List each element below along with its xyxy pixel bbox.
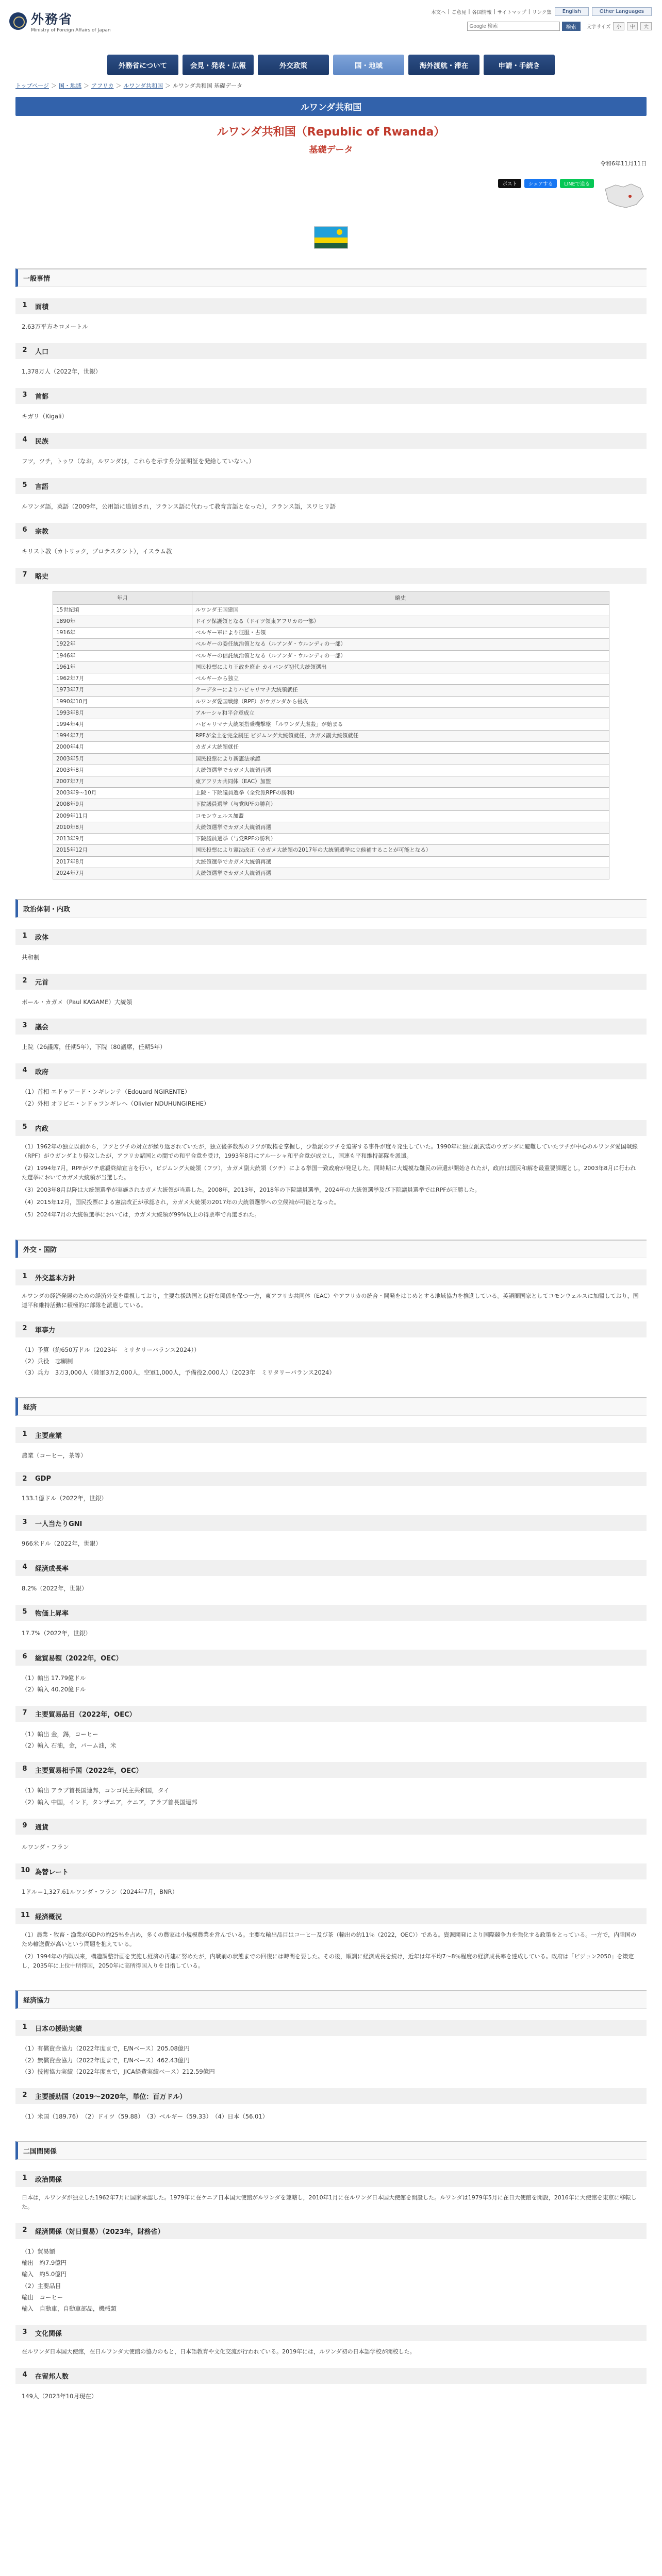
- history-event-cell: 国民投票により新憲法承認: [192, 753, 609, 765]
- relations-culture-text: [15, 2341, 647, 2357]
- trade-line: （2）輸入 40.20億ドル: [22, 1686, 86, 1693]
- partners-line: （1）輸出 アラブ首長国連邦，コンゴ民主共和国，タイ: [22, 1787, 170, 1794]
- economy-item-gdp: [15, 1472, 647, 1486]
- relations-item-residents: [15, 2368, 647, 2384]
- government-line: （2）外相 オリビエ・ンドゥフンギレへ（Olivier NDUHUNGIREHE）: [22, 1099, 210, 1107]
- breadcrumb-africa[interactable]: アフリカ: [91, 82, 114, 89]
- history-col-event: 略史: [192, 591, 609, 604]
- item-label: 民族: [35, 438, 49, 446]
- history-row: [53, 731, 609, 742]
- nav-countries[interactable]: 国・地域: [333, 55, 404, 75]
- political-paragraph: 日本は，ルワンダが独立した1962年7月に国家承認した。1979年に在ケニア日本国大使館がルワンダを兼轄し，2010年1月に在ルワンダ日本国大使館を開設した。ルワンダは1979年5月に在日大使館を開設，2016年に大使館を東京に移転した。: [22, 2194, 637, 2211]
- history-year-cell: 2017年8月: [53, 856, 192, 868]
- util-link-sitemap[interactable]: サイトマップ: [497, 9, 526, 15]
- economy-item-growth: [15, 1560, 647, 1576]
- font-small-button[interactable]: 小: [613, 22, 624, 30]
- item-number: 4: [22, 2371, 27, 2379]
- item-number: 8: [22, 1765, 27, 1773]
- section-politics: 政治体制・内政: [15, 899, 647, 918]
- rwanda-flag-icon: [314, 226, 348, 249]
- history-event-cell: アルーシャ和平合意成立: [192, 707, 609, 719]
- politics-system-text: 共和制: [22, 954, 40, 961]
- history-year-cell: 2015年12月: [53, 845, 192, 856]
- history-row: [53, 868, 609, 879]
- item-label: GDP: [35, 1475, 51, 1483]
- politics-item-system: [15, 929, 647, 945]
- other-languages-button[interactable]: Other Languages: [592, 7, 652, 16]
- aid-line: （1）有償資金協力（2022年度まで，E/Nベース）205.08億円: [22, 2045, 190, 2053]
- history-row: [53, 719, 609, 730]
- general-religion-text: キリスト教（カトリック，プロテスタント），イスラム教: [22, 547, 172, 555]
- economy-growth-text: 8.2%（2022年，世銀）: [22, 1584, 88, 1592]
- item-label: 為替レート: [35, 1868, 69, 1876]
- history-event-cell: 大統領選挙でカガメ大統領再選: [192, 765, 609, 776]
- location-map-icon: [600, 179, 647, 213]
- relations-trade-line: 輸入 約5.0億円: [22, 2270, 67, 2278]
- share-bar: [15, 179, 647, 213]
- breadcrumb-rwanda[interactable]: ルワンダ共和国: [123, 82, 163, 89]
- politics-parliament-text: 上院（26議席，任期5年），下院（80議席，任期5年）: [22, 1043, 166, 1051]
- section-cooperation: 経済協力: [15, 1990, 647, 2009]
- history-event-cell: 下院議員選挙（与党RPFの勝利）: [192, 834, 609, 845]
- item-number: 4: [22, 436, 27, 444]
- item-label: 主要産業: [35, 1432, 62, 1440]
- general-item-capital: [15, 388, 647, 404]
- history-row: [53, 742, 609, 753]
- general-area-text: 2.63万平方キロメートル: [22, 323, 89, 330]
- history-year-cell: 1994年4月: [53, 719, 192, 730]
- item-label: 在留邦人数: [35, 2373, 69, 2381]
- military-line: （2）兵役 志願制: [22, 1358, 73, 1365]
- diplomacy-military-text: [15, 1337, 647, 1378]
- general-item-ethnic: [15, 433, 647, 449]
- separator: |: [468, 9, 470, 14]
- history-year-cell: 2024年7月: [53, 868, 192, 879]
- history-event-cell: コモンウェルス加盟: [192, 810, 609, 822]
- cooperation-japan-text: [15, 2036, 647, 2076]
- item-number: 3: [22, 1518, 27, 1526]
- cooperation-item-japan: [15, 2020, 647, 2036]
- item-number: 7: [22, 570, 27, 579]
- font-medium-button[interactable]: 中: [627, 22, 638, 30]
- emblem-icon: [9, 12, 27, 30]
- history-row: [53, 628, 609, 639]
- logo-text: [31, 9, 111, 33]
- aid-line: （3）技術協力実績（2022年度まで，JICA経費実績ベース）212.59億円: [22, 2067, 215, 2075]
- relations-trade-text: [15, 2239, 647, 2314]
- item-label: 略史: [35, 572, 49, 581]
- history-table: [53, 591, 609, 879]
- internal-paragraph: （2）1994年7月，RPFがツチ虐殺終結宣言を行い，ビジムング大統領（フツ），カガメ副大統領（ツチ）による挙国一致政府が発足した。同時期に大規模な難民の帰還が開始されたが，政府は国民和解を最重要課題とし，2003年8月に行われた選挙においてカガメ大統領が当選した。: [22, 1164, 636, 1181]
- item-label: 言語: [35, 483, 49, 491]
- item-number: 7: [22, 1709, 27, 1717]
- general-item-population: [15, 343, 647, 359]
- breadcrumb-sep: ＞: [115, 82, 122, 89]
- history-event-cell: 大統領選挙でカガメ大統領再選: [192, 822, 609, 833]
- history-year-cell: 15世紀頃: [53, 604, 192, 616]
- font-large-button[interactable]: 大: [640, 22, 652, 30]
- section-diplomacy: 外交・国防: [15, 1240, 647, 1258]
- update-date: 令和6年11月11日: [600, 160, 647, 167]
- history-event-cell: ベルギーの委任統治領となる（ルアンダ・ウルンディの一部）: [192, 639, 609, 650]
- history-row: [53, 834, 609, 845]
- item-label: 日本の援助実績: [35, 2025, 82, 2033]
- item-label: 経済成長率: [35, 1565, 69, 1573]
- breadcrumb-sep: ＞: [51, 82, 57, 89]
- item-label: 人口: [35, 348, 49, 357]
- internal-paragraph: （3）2003年8月以降は大統領選挙が実施されカガメ大統領が当選した。2008年，2013年，2018年の下院議員選挙，2024年の大統領選挙及び下院議員選挙ではRPFが圧勝した。: [22, 1187, 481, 1194]
- economy-item-industry: [15, 1427, 647, 1443]
- history-row: [53, 799, 609, 810]
- item-number: 2: [22, 1475, 27, 1483]
- item-number: 2: [22, 977, 27, 985]
- internal-paragraph: （5）2024年7月の大統領選挙においては，カガメ大統領が99%以上の得票率で再選された。: [22, 1211, 260, 1218]
- history-year-cell: 2000年4月: [53, 742, 192, 753]
- history-year-cell: 1922年: [53, 639, 192, 650]
- utility-links: [431, 8, 552, 15]
- economy-item-rate: [15, 1863, 647, 1879]
- history-year-cell: 2007年7月: [53, 776, 192, 788]
- history-year-cell: 2009年11月: [53, 810, 192, 822]
- history-year-cell: 1962年7月: [53, 673, 192, 685]
- trade-items-line: （1）輸出 金，錫，コーヒー: [22, 1731, 98, 1738]
- item-number: 4: [22, 1563, 27, 1571]
- item-number: 1: [22, 1272, 27, 1280]
- nav-travel[interactable]: 海外渡航・滞在: [408, 55, 479, 75]
- economy-item-partners: [15, 1762, 647, 1778]
- item-number: 11: [21, 1911, 30, 1919]
- history-year-cell: 2003年8月: [53, 765, 192, 776]
- internal-paragraph: （4）2015年12月，国民投票による憲法改正が承認され，カガメ大統領の2017年の大統領選挙への立候補が可能となった。: [22, 1199, 340, 1206]
- general-item-history: [15, 568, 647, 584]
- item-label: 主要貿易品目（2022年，OEC）: [35, 1711, 136, 1719]
- item-label: 議会: [35, 1024, 49, 1032]
- relations-political-text: [15, 2187, 647, 2212]
- item-number: 1: [22, 301, 27, 309]
- history-row: [53, 856, 609, 868]
- section-relations: 二国間関係: [15, 2141, 647, 2160]
- politics-item-government: [15, 1063, 647, 1079]
- font-size-label: 文字サイズ: [586, 24, 611, 30]
- util-link-countries[interactable]: 各国情報: [472, 9, 492, 15]
- relations-trade-line: 輸入 自動車，自動車部品，機械類: [22, 2304, 117, 2312]
- util-link-skip[interactable]: 本文へ: [431, 9, 446, 15]
- breadcrumb-regions[interactable]: 国・地域: [59, 82, 82, 89]
- item-number: 2: [22, 2091, 27, 2099]
- general-language-text: ルワンダ語，英語（2009年，公用語に追加され，フランス語に代わって教育言語となった），フランス語，スワヒリ語: [22, 502, 336, 510]
- breadcrumb-sep: ＞: [84, 82, 90, 89]
- nav-policy[interactable]: 外交政策: [258, 55, 329, 75]
- item-number: 1: [22, 1430, 27, 1438]
- breadcrumb: [0, 75, 662, 90]
- culture-paragraph: 在ルワンダ日本国大使館，在日ルワンダ大使館の協力のもと，日本語教育や文化交流が行われている。2019年には，ルワンダ初の日本語学校が開校した。: [22, 2348, 416, 2355]
- item-number: 2: [22, 1324, 27, 1332]
- history-row: [53, 662, 609, 673]
- item-number: 6: [22, 526, 27, 534]
- government-line: （1）首相 エドゥアード・ンギレンテ（Edouard NGIRENTE）: [22, 1088, 191, 1096]
- history-event-cell: ドイツ保護領となる（ドイツ領東アフリカの一部）: [192, 616, 609, 627]
- overview-paragraph: （2）1994年の内戦以来，構造調整計画を実施し経済の再建に努めたが，内戦前の状態までの回復には時間を要した。その後，順調に経済成長を続け，近年は年平均7～8％程度の経済成長率を達成している。政府は「ビジョン2050」を策定し，2035年に上位中所得国，2050年に高所得国入りを目指している。: [22, 1953, 634, 1970]
- military-line: （1）予算（約650万ドル（2023年 ミリタリーバランス2024））: [22, 1346, 200, 1353]
- font-size-control: [586, 22, 652, 30]
- military-line: （3）兵力 3万3,000人（陸軍3万2,000人，空軍1,000人，予備役2,000人）（2023年 ミリタリーバランス2024）: [22, 1369, 335, 1377]
- history-event-cell: 下院議員選挙（与党RPFの勝利）: [192, 799, 609, 810]
- history-row: [53, 822, 609, 833]
- cooperation-item-donors: [15, 2088, 647, 2104]
- separator: |: [528, 9, 530, 14]
- main-content: [15, 97, 647, 2414]
- item-number: 5: [22, 1123, 27, 1131]
- history-event-cell: 大統領選挙でカガメ大統領再選: [192, 856, 609, 868]
- economy-trade-items-text: [15, 1722, 647, 1751]
- general-population-text: 1,378万人（2022年，世銀）: [22, 368, 102, 376]
- history-row: [53, 765, 609, 776]
- relations-item-political: [15, 2171, 647, 2187]
- item-label: 元首: [35, 979, 49, 987]
- history-event-cell: 東アフリカ共同体（EAC）加盟: [192, 776, 609, 788]
- relations-item-culture: [15, 2325, 647, 2341]
- history-year-cell: 1973年7月: [53, 685, 192, 696]
- history-row: [53, 685, 609, 696]
- economy-gdp-text: 133.1億ドル（2022年，世銀）: [22, 1495, 107, 1502]
- history-year-cell: 1993年8月: [53, 707, 192, 719]
- history-event-cell: カガメ大統領就任: [192, 742, 609, 753]
- internal-paragraph: （1）1962年の独立以前から，フツとツチの対立が繰り返されていたが，独立後多数派のフツが政権を掌握し，少数派のツチを迫害する事件が度々発生していた。1990年に独立派武装のウガンダに避難していたツチが中心のルワンダ愛国戦線（RPF）がウガンダより侵攻したが，アフリカ諸国との間での和平合意を受け，1993年8月にアルーシャ和平合意が成立し，国連も平和維持部隊を派遣。: [22, 1143, 638, 1159]
- site-name-en: Ministry of Foreign Affairs of Japan: [31, 28, 111, 33]
- history-event-cell: ベルギーから独立: [192, 673, 609, 685]
- separator: |: [448, 9, 450, 14]
- breadcrumb-home[interactable]: トップページ: [15, 82, 49, 89]
- item-label: 総貿易額（2022年，OEC）: [35, 1654, 123, 1663]
- page-subtitle: 基礎データ: [309, 145, 353, 155]
- relations-residents-text: 149人（2023年10月現在）: [22, 2393, 97, 2400]
- item-label: 首都: [35, 393, 49, 401]
- item-number: 4: [22, 1066, 27, 1075]
- history-year-cell: 1946年: [53, 650, 192, 662]
- item-label: 経済概況: [35, 1913, 62, 1921]
- history-table-header: [53, 591, 609, 604]
- history-year-cell: 2010年8月: [53, 822, 192, 833]
- item-label: 主要援助国（2019～2020年，単位：百万ドル）: [35, 2093, 187, 2101]
- flag-yellow-stripe: [315, 238, 347, 243]
- cooperation-donors-text: （1）米国（189.76） （2）ドイツ（59.88） （3）ベルギー（59.33） （4）日本（56.01）: [22, 2112, 269, 2120]
- header: [0, 0, 662, 40]
- item-label: 内政: [35, 1125, 49, 1133]
- economy-trade-text: [15, 1666, 647, 1694]
- history-event-cell: 国民投票により王政を廃止 カイバンダ初代大統領選出: [192, 662, 609, 673]
- politics-internal-text: [15, 1136, 647, 1220]
- history-year-cell: 1990年10月: [53, 696, 192, 707]
- history-year-cell: 1890年: [53, 616, 192, 627]
- item-label: 一人当たりGNI: [35, 1520, 82, 1528]
- nav-press[interactable]: 会見・発表・広報: [183, 55, 254, 75]
- history-row: [53, 650, 609, 662]
- item-label: 政体: [35, 934, 49, 942]
- share-facebook-button[interactable]: シェアする: [524, 179, 557, 188]
- history-year-cell: 2003年5月: [53, 753, 192, 765]
- item-number: 10: [21, 1866, 30, 1874]
- item-label: 物価上昇率: [35, 1609, 69, 1618]
- history-row: [53, 696, 609, 707]
- separator: |: [493, 9, 495, 14]
- history-year-cell: 2008年9月: [53, 799, 192, 810]
- history-table-body: [53, 604, 609, 879]
- history-event-cell: クーデターによりハビャリマナ大統領就任: [192, 685, 609, 696]
- item-label: 政治関係: [35, 2176, 62, 2184]
- history-row: [53, 707, 609, 719]
- item-label: 通貨: [35, 1823, 49, 1832]
- politics-government-text: [15, 1079, 647, 1108]
- economy-currency-text: ルワンダ・フラン: [22, 1843, 69, 1851]
- economy-gni-text: 966米ドル（2022年，世銀）: [22, 1539, 102, 1547]
- item-label: 宗教: [35, 528, 49, 536]
- trade-line: （1）輸出 17.79億ドル: [22, 1674, 86, 1682]
- util-link-feedback[interactable]: ご意見: [451, 9, 467, 15]
- item-number: 3: [22, 2328, 27, 2336]
- history-year-cell: 1994年7月: [53, 731, 192, 742]
- partners-line: （2）輸入 中国，インド，タンザニア，ケニア，アラブ首長国連邦: [22, 1798, 197, 1806]
- history-event-cell: RPFが全土を完全制圧 ビジムング大統領就任，カガメ副大統領就任: [192, 731, 609, 742]
- general-ethnic-text: フツ，ツチ，トゥワ（なお，ルワンダは，これらを示す身分証明証を発給していない。）: [22, 457, 255, 465]
- economy-rate-text: 1ドル＝1,327.61ルワンダ・フラン（2024年7月，BNR）: [22, 1888, 178, 1895]
- economy-partners-text: [15, 1778, 647, 1807]
- item-number: 9: [22, 1821, 27, 1829]
- history-row: [53, 810, 609, 822]
- history-row: [53, 639, 609, 650]
- history-row: [53, 776, 609, 788]
- history-row: [53, 604, 609, 616]
- history-row: [53, 788, 609, 799]
- item-label: 外交基本方針: [35, 1274, 76, 1282]
- search-bar: [467, 22, 652, 31]
- item-number: 1: [22, 2174, 27, 2182]
- global-nav: [0, 55, 662, 75]
- item-label: 主要貿易相手国（2022年，OEC）: [35, 1767, 143, 1775]
- site-name-jp: 外務省: [31, 12, 73, 27]
- general-item-language: [15, 478, 647, 494]
- flag-green-stripe: [315, 243, 347, 249]
- economy-item-trade: [15, 1650, 647, 1666]
- history-row: [53, 673, 609, 685]
- politics-head-text: ポール・カガメ（Paul KAGAME）大統領: [22, 998, 133, 1006]
- trade-items-line: （2）輸入 石油，金，パーム油，米: [22, 1742, 117, 1750]
- item-number: 2: [22, 2226, 27, 2234]
- item-label: 経済関係（対日貿易）（2023年，財務省）: [35, 2228, 164, 2236]
- history-row: [53, 616, 609, 627]
- relations-trade-line: （2）主要品目: [22, 2282, 61, 2290]
- relations-trade-line: （1）貿易額: [22, 2248, 55, 2256]
- economy-item-trade-items: [15, 1706, 647, 1722]
- item-number: 5: [22, 1607, 27, 1616]
- diplomacy-item-policy: [15, 1269, 647, 1285]
- history-event-cell: ベルギーの信託統治領となる（ルアンダ・ウルンディの一部）: [192, 650, 609, 662]
- nav-procedures[interactable]: 申請・手続き: [484, 55, 555, 75]
- flag-blue-stripe: [315, 227, 347, 238]
- section-general: 一般事情: [15, 268, 647, 287]
- history-event-cell: 大統領選挙でカガメ大統領再選: [192, 868, 609, 879]
- economy-item-currency: [15, 1819, 647, 1835]
- site-logo[interactable]: [9, 9, 111, 33]
- history-year-cell: 2003年9～10月: [53, 788, 192, 799]
- diplomacy-item-military: [15, 1321, 647, 1337]
- history-year-cell: 1916年: [53, 628, 192, 639]
- history-event-cell: ベルギー軍により征服・占領: [192, 628, 609, 639]
- util-link-links[interactable]: リンク集: [532, 9, 552, 15]
- politics-item-parliament: [15, 1019, 647, 1035]
- item-label: 文化関係: [35, 2330, 62, 2338]
- general-item-religion: [15, 523, 647, 539]
- economy-industry-text: 農業（コーヒー，茶等）: [22, 1452, 87, 1460]
- economy-overview-text: [15, 1924, 647, 1971]
- page-title: ルワンダ共和国（Republic of Rwanda）: [217, 126, 445, 139]
- breadcrumb-sep: ＞: [165, 82, 171, 89]
- history-event-cell: ルワンダ王国建国: [192, 604, 609, 616]
- item-number: 1: [22, 2023, 27, 2031]
- diplomacy-policy-paragraph: ルワンダの経済発展のための経済外交を重視しており，主要な援助国と良好な関係を保つ一方，東アフリカ共同体（EAC）やアフリカの統合・開発をはじめとする地域協力を推進している。英語圏国家としてコモンウェルスに加盟しており，国連平和維持活動に積極的に部隊を派遣している。: [22, 1292, 639, 1309]
- history-event-cell: 国民投票により憲法改正（カガメ大統領の2017年の大統領選挙に立候補することが可能となる）: [192, 845, 609, 856]
- overview-paragraph: （1）農業・牧畜・漁業がGDPの約25％を占め，多くの農家は小規模農業を営んでいる。主要な輸出品目はコーヒー及び茶（輸出の約11％（2022，OEC））である。資源開発により国際競争力を強化する政策をとっている。一方で，内陸国のため輸送費が高いという問題を抱えている。: [22, 1931, 637, 1948]
- relations-trade-line: 輸出 約7.9億円: [22, 2259, 67, 2267]
- flag-sun-icon: [337, 229, 342, 235]
- history-event-cell: 上院・下院議員選挙（全党派RPFの勝利）: [192, 788, 609, 799]
- general-item-area: [15, 298, 647, 314]
- search-input[interactable]: [467, 22, 560, 31]
- item-number: 5: [22, 481, 27, 489]
- aid-line: （2）無償資金協力（2022年度まで，E/Nベース）462.43億円: [22, 2056, 190, 2064]
- history-event-cell: ハビャリマナ大統領搭乗機撃墜 「ルワンダ大虐殺」が始まる: [192, 719, 609, 730]
- english-button[interactable]: English: [555, 7, 589, 16]
- relations-item-trade: [15, 2223, 647, 2239]
- diplomacy-policy-text: [15, 1285, 647, 1310]
- share-x-button[interactable]: ポスト: [498, 179, 521, 188]
- item-number: 6: [22, 1652, 27, 1660]
- item-label: 面積: [35, 303, 49, 311]
- history-row: [53, 753, 609, 765]
- search-button[interactable]: 検索: [562, 22, 581, 31]
- politics-item-internal: [15, 1120, 647, 1136]
- share-line-button[interactable]: LINEで送る: [560, 179, 594, 188]
- relations-trade-line: 輸出 コーヒー: [22, 2293, 63, 2301]
- nav-about[interactable]: 外務省について: [107, 55, 178, 75]
- item-label: 政府: [35, 1069, 49, 1077]
- breadcrumb-current: ルワンダ共和国 基礎データ: [173, 82, 243, 89]
- economy-inflation-text: 17.7%（2022年，世銀）: [22, 1629, 91, 1637]
- history-year-cell: 2013年9月: [53, 834, 192, 845]
- item-number: 2: [22, 346, 27, 354]
- general-capital-text: キガリ（Kigali）: [22, 413, 68, 420]
- page-end: [15, 2401, 647, 2414]
- economy-item-overview: [15, 1908, 647, 1924]
- item-number: 3: [22, 391, 27, 399]
- history-col-year: 年月: [53, 591, 192, 604]
- item-label: 軍事力: [35, 1326, 56, 1334]
- item-number: 3: [22, 1022, 27, 1030]
- history-event-cell: ルワンダ愛国戦線（RPF）がウガンダから侵攻: [192, 696, 609, 707]
- economy-item-inflation: [15, 1605, 647, 1621]
- economy-item-gni: [15, 1515, 647, 1531]
- utility-bar: [431, 7, 652, 16]
- politics-item-head: [15, 974, 647, 990]
- history-year-cell: 1961年: [53, 662, 192, 673]
- section-economy: 経済: [15, 1397, 647, 1416]
- history-row: [53, 845, 609, 856]
- item-number: 1: [22, 932, 27, 940]
- country-band: ルワンダ共和国: [15, 97, 647, 116]
